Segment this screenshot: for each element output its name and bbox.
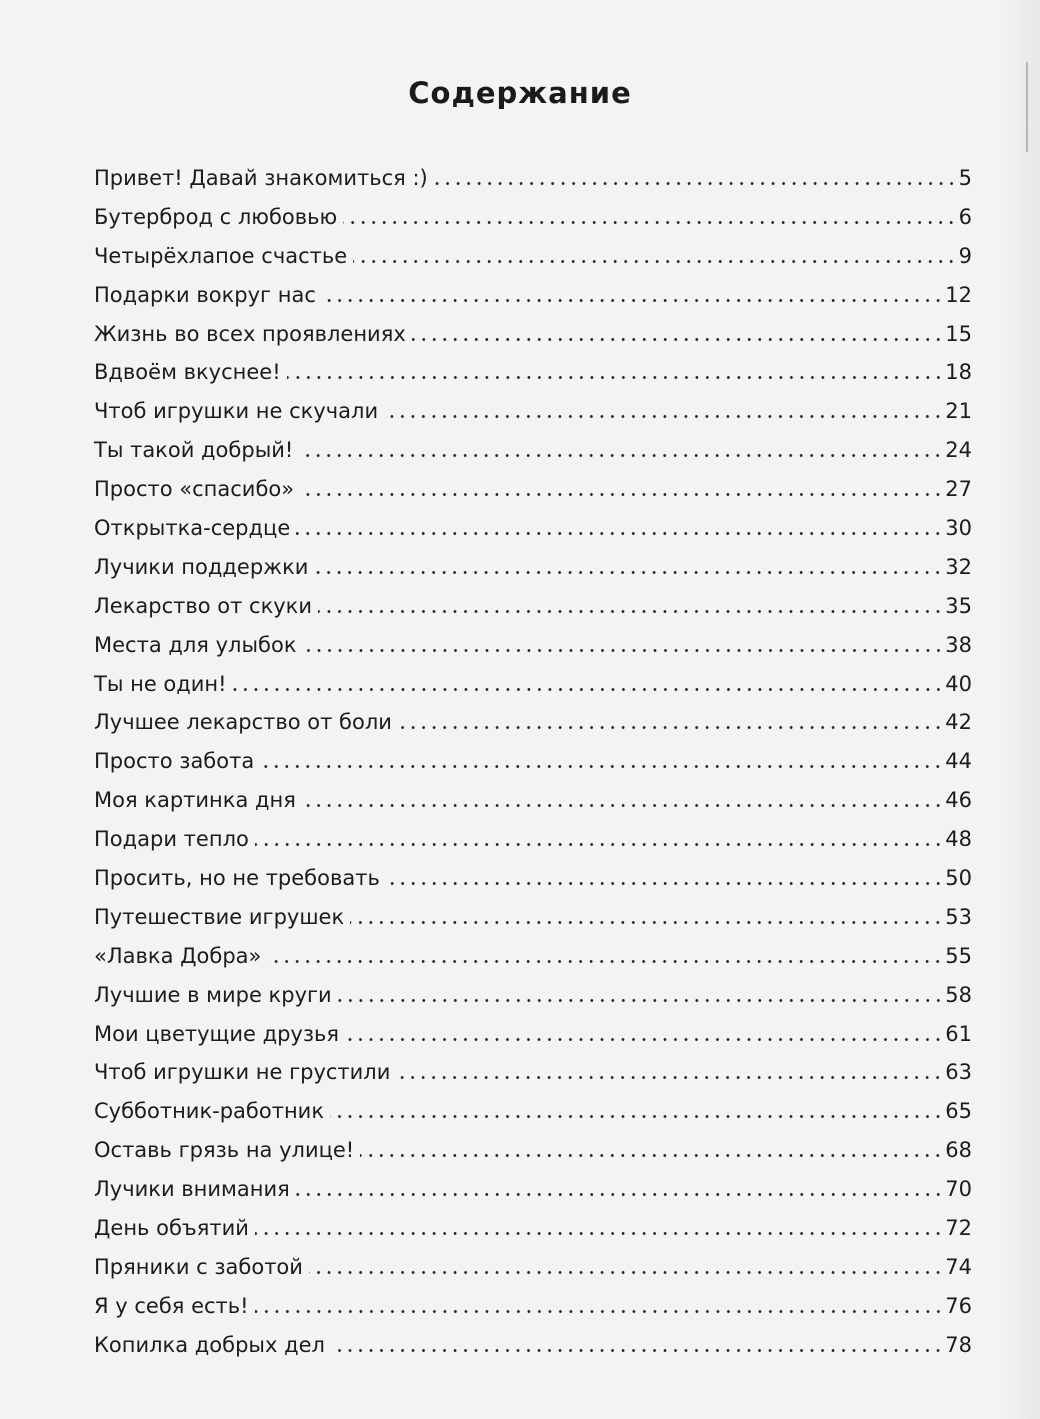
dot-leader	[260, 765, 943, 768]
toc-entry-page-number: 48	[945, 827, 972, 852]
toc-entry[interactable]	[94, 198, 972, 237]
toc-entry-title: Мои цветущие друзья	[94, 1021, 340, 1046]
table-of-contents	[94, 159, 972, 1365]
toc-entry-page-number: 58	[945, 982, 972, 1007]
toc-entry-page-number: 76	[945, 1293, 972, 1318]
toc-entry-title: Копилка добрых дел	[94, 1332, 325, 1357]
dot-leader	[255, 1310, 944, 1313]
toc-entry-title: Четырёхлапое счастье	[94, 243, 348, 268]
toc-entry-page-number: 42	[945, 710, 972, 735]
toc-entry-title: Жизнь во всех проявлениях	[94, 321, 406, 346]
dot-leader	[233, 688, 944, 691]
dot-leader	[296, 1193, 944, 1196]
dot-leader	[412, 338, 944, 341]
toc-entry[interactable]	[94, 1326, 972, 1365]
dot-leader	[353, 260, 956, 263]
dot-leader	[296, 532, 943, 535]
toc-entry[interactable]	[94, 626, 972, 665]
toc-entry-page-number: 18	[945, 360, 972, 385]
toc-entry-title: Лучшее лекарство от боли	[94, 710, 392, 735]
dot-leader	[330, 1115, 943, 1118]
toc-entry-page-number: 63	[945, 1060, 972, 1085]
toc-entry[interactable]	[94, 1209, 972, 1248]
toc-entry-title: Лучшие в мире круги	[94, 982, 332, 1007]
toc-entry-page-number: 50	[945, 866, 972, 891]
toc-entry-title: Просить, но не требовать	[94, 866, 380, 891]
toc-entry[interactable]	[94, 548, 972, 587]
toc-entry[interactable]	[94, 237, 972, 276]
toc-entry-title: Пряники с заботой	[94, 1254, 303, 1279]
toc-entry-page-number: 40	[945, 671, 972, 696]
toc-entry-title: Подарки вокруг нас	[94, 282, 316, 307]
toc-entry[interactable]	[94, 1015, 972, 1054]
toc-entry-page-number: 74	[945, 1254, 972, 1279]
toc-entry[interactable]	[94, 1248, 972, 1287]
toc-entry[interactable]	[94, 353, 972, 392]
dot-leader	[318, 610, 943, 613]
toc-entry-page-number: 15	[945, 321, 972, 346]
toc-entry-page-number: 72	[945, 1216, 972, 1241]
toc-entry[interactable]	[94, 159, 972, 198]
toc-entry-page-number: 9	[958, 243, 972, 268]
toc-heading: Содержание	[408, 76, 632, 110]
toc-entry-page-number: 46	[945, 788, 972, 813]
toc-entry[interactable]	[94, 392, 972, 431]
dot-leader	[287, 376, 944, 379]
toc-entry-title: Открытка-сердце	[94, 516, 291, 541]
toc-entry[interactable]	[94, 509, 972, 548]
toc-entry-page-number: 27	[945, 477, 972, 502]
dot-leader	[331, 1349, 943, 1352]
toc-entry[interactable]	[94, 470, 972, 509]
dot-leader	[434, 182, 957, 185]
toc-entry-page-number: 21	[945, 399, 972, 424]
dot-leader	[299, 454, 943, 457]
toc-entry-title: Лучики поддержки	[94, 554, 309, 579]
dot-leader	[302, 804, 943, 807]
toc-entry-title: Чтоб игрушки не грустили	[94, 1060, 391, 1085]
dot-leader	[255, 1232, 943, 1235]
toc-entry-title: Просто забота	[94, 749, 255, 774]
dot-leader	[255, 843, 943, 846]
toc-entry[interactable]	[94, 1092, 972, 1131]
toc-entry-page-number: 5	[958, 166, 972, 190]
toc-entry-title: Оставь грязь на улице!	[94, 1138, 355, 1163]
toc-entry[interactable]	[94, 276, 972, 315]
toc-entry-page-number: 6	[958, 204, 972, 229]
toc-entry-title: Я у себя есть!	[94, 1293, 249, 1318]
toc-entry-title: Ты не один!	[94, 671, 227, 696]
toc-entry-title: День объятий	[94, 1216, 249, 1241]
dot-leader	[314, 571, 943, 574]
toc-entry-title: Места для улыбок	[94, 632, 297, 657]
toc-entry-title: Путешествие игрушек	[94, 904, 345, 929]
toc-entry-page-number: 55	[945, 943, 972, 968]
toc-entry-title: Моя картинка дня	[94, 788, 296, 813]
dot-leader	[303, 649, 944, 652]
toc-entry[interactable]	[94, 898, 972, 937]
toc-entry-page-number: 78	[945, 1332, 972, 1357]
dot-leader	[267, 960, 943, 963]
dot-leader	[338, 999, 944, 1002]
toc-entry-title: Лучики внимания	[94, 1177, 290, 1202]
dot-leader	[384, 415, 943, 418]
toc-entry[interactable]	[94, 742, 972, 781]
toc-entry[interactable]	[94, 315, 972, 354]
toc-entry-page-number: 61	[945, 1021, 972, 1046]
toc-entry[interactable]	[94, 820, 972, 859]
dot-leader	[398, 726, 943, 729]
toc-entry-page-number: 35	[945, 593, 972, 618]
dot-leader	[343, 221, 956, 224]
page-edge-shadow	[1000, 0, 1040, 1419]
toc-entry[interactable]	[94, 587, 972, 626]
toc-entry-title: Субботник-работник	[94, 1099, 325, 1124]
dot-leader	[350, 921, 943, 924]
dot-leader	[322, 299, 943, 302]
toc-entry[interactable]	[94, 1287, 972, 1326]
toc-entry-title: Вдвоём вкуснее!	[94, 360, 281, 385]
toc-entry-title: Лекарство от скуки	[94, 593, 313, 618]
toc-entry-page-number: 38	[945, 632, 972, 657]
toc-entry[interactable]	[94, 781, 972, 820]
toc-entry-page-number: 44	[945, 749, 972, 774]
toc-entry-title: Бутерброд с любовью	[94, 204, 338, 229]
toc-entry[interactable]	[94, 976, 972, 1015]
dot-leader	[386, 882, 943, 885]
dot-leader	[300, 493, 943, 496]
toc-entry[interactable]	[94, 937, 972, 976]
toc-entry-title: Ты такой добрый!	[94, 438, 294, 463]
toc-entry-page-number: 30	[945, 516, 972, 541]
dot-leader	[360, 1154, 943, 1157]
toc-entry-title: Привет! Давай знакомиться :)	[94, 166, 428, 190]
toc-entry-title: «Лавка Добра»	[94, 943, 262, 968]
toc-entry-page-number: 68	[945, 1138, 972, 1163]
toc-entry-page-number: 12	[945, 282, 972, 307]
dot-leader	[345, 1038, 943, 1041]
dot-leader	[309, 1271, 943, 1274]
toc-entry[interactable]	[94, 431, 972, 470]
toc-entry-title: Просто «спасибо»	[94, 477, 295, 502]
toc-entry[interactable]	[94, 859, 972, 898]
toc-entry[interactable]	[94, 1170, 972, 1209]
toc-entry-title: Подари тепло	[94, 827, 249, 852]
toc-entry-page-number: 70	[945, 1177, 972, 1202]
toc-entry-title: Чтоб игрушки не скучали	[94, 399, 379, 424]
toc-entry[interactable]	[94, 703, 972, 742]
toc-entry[interactable]	[94, 1131, 972, 1170]
toc-entry-page-number: 65	[945, 1099, 972, 1124]
toc-entry[interactable]	[94, 1053, 972, 1092]
toc-entry[interactable]	[94, 665, 972, 704]
toc-entry-page-number: 32	[945, 554, 972, 579]
toc-entry-page-number: 53	[945, 904, 972, 929]
toc-entry-page-number: 24	[945, 438, 972, 463]
dot-leader	[396, 1076, 943, 1079]
